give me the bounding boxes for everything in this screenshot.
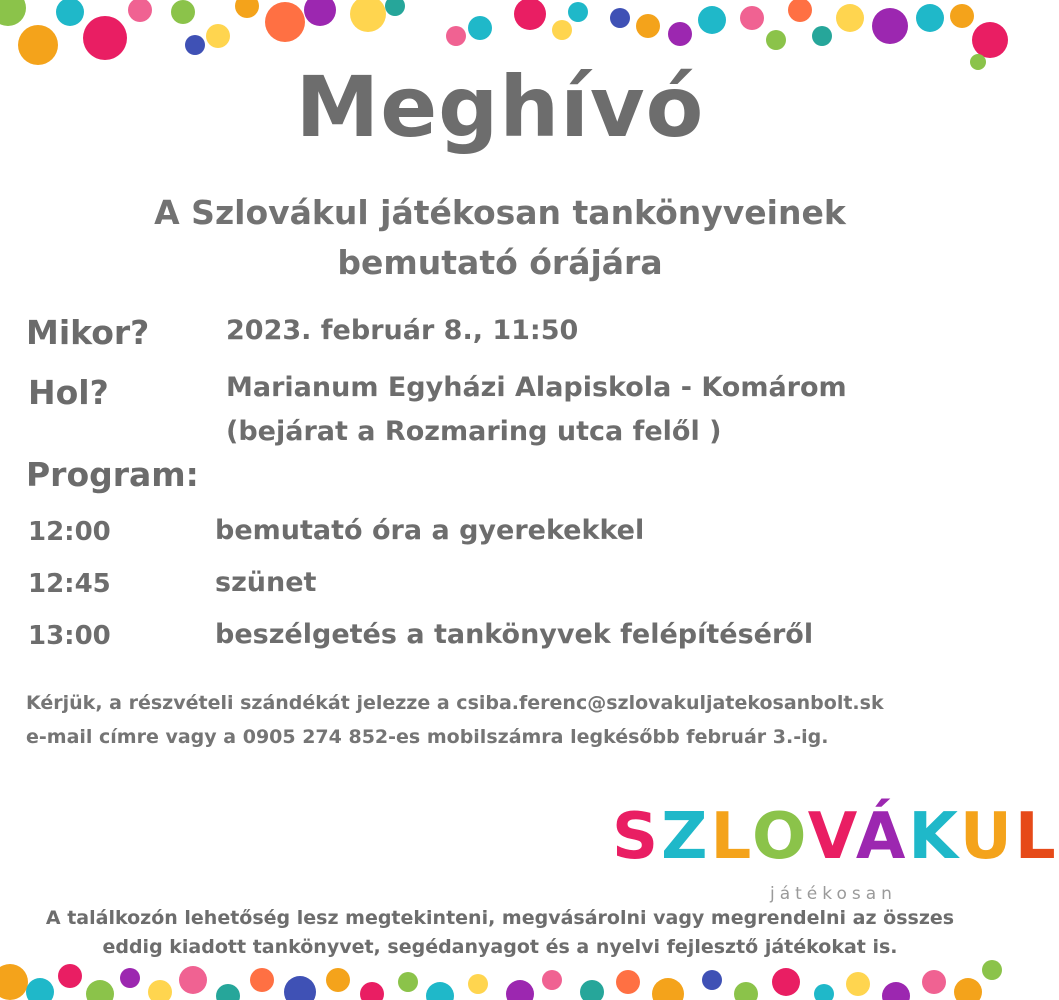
logo-letter: K	[908, 800, 960, 874]
footer-line-2: eddig kiadott tankönyvet, segédanyagot és a nyelvi fejlesztő játékokat is.	[102, 936, 898, 958]
subtitle-line-1: A Szlovákul játékosan tankönyveinek	[154, 193, 846, 232]
logo-letter: O	[752, 800, 808, 874]
logo-letter: Á	[855, 800, 909, 874]
rsvp-note-line-1: Kérjük, a részvételi szándékát jelezze a csiba.ferenc@szlovakuljatekosanbolt.sk	[26, 692, 884, 714]
rsvp-note-line-2: e-mail címre vagy a 0905 274 852-es mobilszámra legkésőbb február 3.-ig.	[26, 726, 829, 748]
where-line-1: Marianum Egyházi Alapiskola - Komárom	[226, 372, 847, 403]
logo-letter: L	[710, 800, 752, 874]
logo-wordmark	[612, 800, 1059, 874]
logo-letter: Z	[661, 800, 711, 874]
program-time: 12:45	[28, 569, 111, 599]
logo-letter: U	[959, 800, 1015, 874]
logo-subtitle: játékosan	[770, 884, 897, 904]
footer-line-1: A találkozón lehetőség lesz megtekinteni, megvásárolni vagy megrendelni az összes	[45, 907, 955, 929]
brand-logo	[612, 800, 1059, 910]
program-description: szünet	[215, 567, 317, 598]
program-time: 13:00	[28, 621, 111, 651]
program-time: 12:00	[28, 517, 111, 547]
logo-letter: L	[1014, 800, 1059, 874]
logo-letter: S	[612, 800, 662, 874]
program-label: Program:	[26, 455, 199, 494]
program-description: bemutató óra a gyerekekkel	[215, 515, 645, 546]
page-title: Meghívó	[295, 58, 705, 156]
where-label: Hol?	[28, 373, 109, 412]
when-label: Mikor?	[26, 313, 150, 352]
subtitle-line-2: bemutató órájára	[337, 243, 663, 282]
where-line-2: (bejárat a Rozmaring utca felől )	[226, 416, 722, 447]
logo-letter: V	[807, 800, 856, 874]
when-value: 2023. február 8., 11:50	[226, 315, 579, 346]
program-description: beszélgetés a tankönyvek felépítéséről	[215, 619, 814, 650]
